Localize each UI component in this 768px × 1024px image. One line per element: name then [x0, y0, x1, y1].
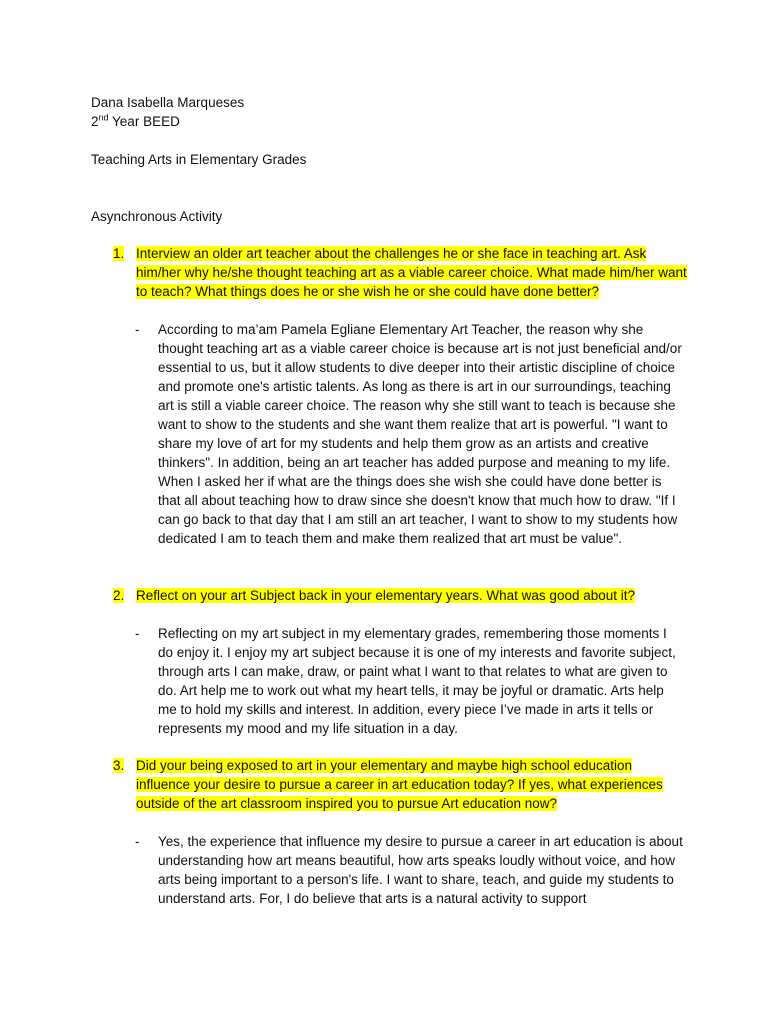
- answer-bullet: -: [135, 626, 140, 641]
- answer-text: Yes, the experience that influence my desire to pursue a career in art education is about understanding how art means beautiful, how arts speaks loudly without voice, and how arts being important to a person's life. I want to share, teach, and guide my students to understand arts. For, I do believe that arts is a natural activity to support: [158, 834, 683, 906]
- year-number: 2: [91, 114, 99, 129]
- question-number: 1.: [113, 246, 125, 261]
- answer-text: Reflecting on my art subject in my elementary grades, remembering those moments I do enjoy it. I enjoy my art subject because it is one of my interests and favorite subject, through arts I can make, draw, or paint what I want to that relates to what are given to do. Art help me to work out what my heart tells, it may be joyful or dramatic. Arts help me to hold my skills and interest. In addition, every piece I’ve made in arts it tells or represents my mood and my life situation in a day.: [158, 626, 676, 736]
- question-text: Did your being exposed to art in your elementary and maybe high school education influence your desire to pursue a career in art education today? If yes, what experiences outside of the art classroom inspired you to pursue Art education now?: [136, 758, 663, 811]
- answer-3: [135, 832, 683, 908]
- student-year: [91, 112, 244, 131]
- student-name: Dana Isabella Marqueses: [91, 95, 245, 110]
- question-text: Reflect on your art Subject back in your elementary years. What was good about it?: [136, 588, 636, 603]
- answer-1: [135, 320, 683, 548]
- question-2: [113, 586, 688, 605]
- question-number: 3.: [113, 758, 125, 773]
- answer-text: According to ma’am Pamela Egliane Elementary Art Teacher, the reason why she thought teaching art as a viable career choice is because art is not just beneficial and/or essential to us, but it allow students to dive deeper into their artistic discipline of choice and promote one's artistic talents. As long as there is art in our surroundings, teaching art is still a viable career choice. The reason why she still want to teach is because she want to show to the students and she want them realize that art is powerful. "I want to share my love of art for my students and help them grow as an artists and creative thinkers". In addition, being an art teacher has added purpose and meaning to my life. When I asked her if what are the things does she wish she could have done better is that all about teaching how to draw since she doesn't know that much how to draw. "If I can go back to that day that I am still an art teacher, I want to show to my students how dedicated I am to teach them and make them realized that art must be value".: [158, 322, 682, 546]
- question-1: [113, 244, 688, 301]
- year-program: Year BEED: [108, 114, 180, 129]
- course-title: Teaching Arts in Elementary Grades: [91, 152, 307, 167]
- student-header: [91, 93, 244, 131]
- answer-bullet: -: [135, 322, 140, 337]
- year-ordinal-suffix: nd: [98, 112, 109, 123]
- answer-2: [135, 624, 683, 738]
- question-number: 2.: [113, 588, 125, 603]
- question-3: [113, 756, 688, 813]
- answer-bullet: -: [135, 834, 140, 849]
- question-text: Interview an older art teacher about the challenges he or she face in teaching art. Ask him/her why he/she thought teaching art as a viable career choice. What made him/her want to teach? What things does he or she wish he or she could have done better?: [136, 246, 687, 299]
- activity-title: Asynchronous Activity: [91, 209, 223, 224]
